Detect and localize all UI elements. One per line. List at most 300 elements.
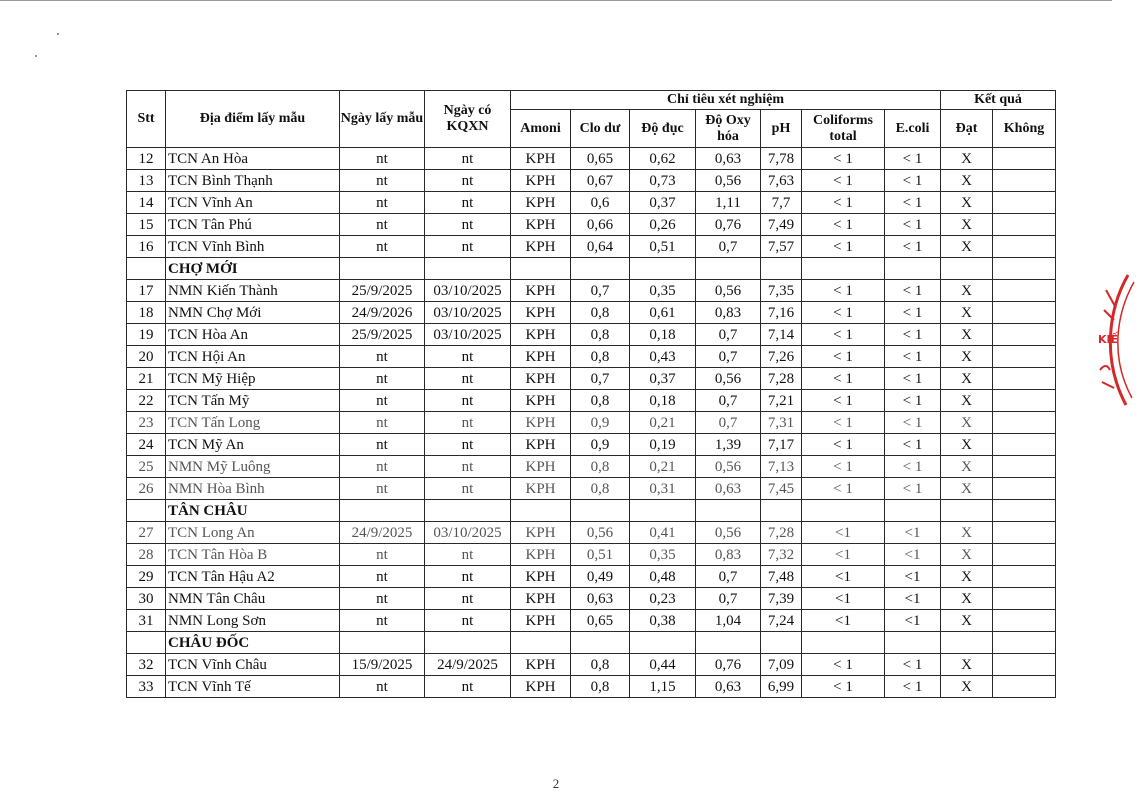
cell-stt: 30 bbox=[127, 588, 166, 610]
cell-result-date: nt bbox=[425, 214, 511, 236]
cell-stt: 29 bbox=[127, 566, 166, 588]
cell-ph: 7,78 bbox=[761, 148, 802, 170]
cell-amoni: KPH bbox=[511, 170, 571, 192]
cell-amoni: KPH bbox=[511, 324, 571, 346]
empty-cell bbox=[340, 258, 425, 280]
cell-fail bbox=[993, 434, 1056, 456]
cell-ecoli: < 1 bbox=[885, 434, 941, 456]
cell-fail bbox=[993, 522, 1056, 544]
cell-amoni: KPH bbox=[511, 588, 571, 610]
cell-amoni: KPH bbox=[511, 522, 571, 544]
group-label: CHỢ MỚI bbox=[166, 258, 340, 280]
scan-speck bbox=[35, 55, 37, 57]
cell-sample-date: nt bbox=[340, 192, 425, 214]
cell-clo: 0,65 bbox=[571, 148, 630, 170]
cell-coliforms: < 1 bbox=[802, 390, 885, 412]
cell-clo: 0,67 bbox=[571, 170, 630, 192]
cell-turbidity: 0,35 bbox=[630, 280, 696, 302]
cell-sample-date: nt bbox=[340, 544, 425, 566]
cell-stt: 21 bbox=[127, 368, 166, 390]
cell-clo: 0,49 bbox=[571, 566, 630, 588]
cell-fail bbox=[993, 302, 1056, 324]
cell-oxy: 0,83 bbox=[696, 302, 761, 324]
cell-fail bbox=[993, 236, 1056, 258]
cell-ph: 6,99 bbox=[761, 676, 802, 698]
col-fail: Không bbox=[993, 110, 1056, 148]
cell-sample-date: nt bbox=[340, 214, 425, 236]
cell-ph: 7,24 bbox=[761, 610, 802, 632]
cell-sample-date: nt bbox=[340, 434, 425, 456]
cell-stt: 19 bbox=[127, 324, 166, 346]
cell-ecoli: < 1 bbox=[885, 170, 941, 192]
cell-ph: 7,14 bbox=[761, 324, 802, 346]
group-stt-cell bbox=[127, 258, 166, 280]
table-row bbox=[127, 390, 1056, 412]
cell-turbidity: 0,21 bbox=[630, 456, 696, 478]
cell-sample-date: nt bbox=[340, 588, 425, 610]
cell-stt: 32 bbox=[127, 654, 166, 676]
cell-ecoli: < 1 bbox=[885, 654, 941, 676]
cell-result-date: 03/10/2025 bbox=[425, 324, 511, 346]
cell-pass: X bbox=[941, 478, 993, 500]
cell-pass: X bbox=[941, 368, 993, 390]
cell-stt: 26 bbox=[127, 478, 166, 500]
cell-location: TCN Mỹ Hiệp bbox=[166, 368, 340, 390]
cell-sample-date: 24/9/2025 bbox=[340, 522, 425, 544]
empty-cell bbox=[761, 500, 802, 522]
cell-sample-date: nt bbox=[340, 610, 425, 632]
cell-result-date: nt bbox=[425, 368, 511, 390]
cell-location: NMN Long Sơn bbox=[166, 610, 340, 632]
cell-sample-date: 15/9/2025 bbox=[340, 654, 425, 676]
cell-ecoli: <1 bbox=[885, 522, 941, 544]
cell-clo: 0,8 bbox=[571, 324, 630, 346]
cell-turbidity: 0,62 bbox=[630, 148, 696, 170]
empty-cell bbox=[696, 258, 761, 280]
cell-ecoli: < 1 bbox=[885, 236, 941, 258]
cell-coliforms: <1 bbox=[802, 544, 885, 566]
cell-turbidity: 0,18 bbox=[630, 324, 696, 346]
cell-clo: 0,51 bbox=[571, 544, 630, 566]
table-row bbox=[127, 544, 1056, 566]
cell-coliforms: < 1 bbox=[802, 192, 885, 214]
cell-location: TCN Mỹ An bbox=[166, 434, 340, 456]
cell-fail bbox=[993, 390, 1056, 412]
cell-sample-date: nt bbox=[340, 148, 425, 170]
cell-result-date: nt bbox=[425, 434, 511, 456]
group-row bbox=[127, 632, 1056, 654]
cell-result-date: nt bbox=[425, 412, 511, 434]
empty-cell bbox=[425, 500, 511, 522]
cell-turbidity: 0,31 bbox=[630, 478, 696, 500]
group-row bbox=[127, 258, 1056, 280]
cell-result-date: nt bbox=[425, 456, 511, 478]
cell-ph: 7,26 bbox=[761, 346, 802, 368]
empty-cell bbox=[630, 500, 696, 522]
cell-amoni: KPH bbox=[511, 148, 571, 170]
col-sample-date: Ngày lấy mẫu bbox=[340, 91, 425, 148]
cell-amoni: KPH bbox=[511, 236, 571, 258]
cell-ph: 7,32 bbox=[761, 544, 802, 566]
cell-coliforms: < 1 bbox=[802, 412, 885, 434]
cell-sample-date: nt bbox=[340, 170, 425, 192]
cell-oxy: 0,83 bbox=[696, 544, 761, 566]
cell-oxy: 0,63 bbox=[696, 676, 761, 698]
cell-location: TCN Tân Hậu A2 bbox=[166, 566, 340, 588]
cell-stt: 18 bbox=[127, 302, 166, 324]
cell-pass: X bbox=[941, 544, 993, 566]
cell-location: NMN Chợ Mới bbox=[166, 302, 340, 324]
empty-cell bbox=[571, 632, 630, 654]
empty-cell bbox=[425, 258, 511, 280]
cell-stt: 22 bbox=[127, 390, 166, 412]
cell-oxy: 0,7 bbox=[696, 390, 761, 412]
cell-sample-date: nt bbox=[340, 412, 425, 434]
cell-location: TCN Vĩnh An bbox=[166, 192, 340, 214]
cell-clo: 0,65 bbox=[571, 610, 630, 632]
empty-cell bbox=[993, 258, 1056, 280]
cell-pass: X bbox=[941, 280, 993, 302]
cell-coliforms: < 1 bbox=[802, 324, 885, 346]
cell-oxy: 0,56 bbox=[696, 170, 761, 192]
cell-stt: 28 bbox=[127, 544, 166, 566]
cell-sample-date: nt bbox=[340, 236, 425, 258]
cell-pass: X bbox=[941, 456, 993, 478]
cell-ph: 7,45 bbox=[761, 478, 802, 500]
cell-clo: 0,9 bbox=[571, 412, 630, 434]
table-row bbox=[127, 456, 1056, 478]
cell-oxy: 0,7 bbox=[696, 346, 761, 368]
cell-clo: 0,64 bbox=[571, 236, 630, 258]
col-group-result: Kết quả bbox=[941, 91, 1056, 110]
table-row bbox=[127, 280, 1056, 302]
cell-oxy: 0,7 bbox=[696, 412, 761, 434]
cell-location: NMN Mỹ Luông bbox=[166, 456, 340, 478]
col-group-indicators: Chỉ tiêu xét nghiệm bbox=[511, 91, 941, 110]
cell-amoni: KPH bbox=[511, 654, 571, 676]
table-row bbox=[127, 148, 1056, 170]
cell-coliforms: < 1 bbox=[802, 346, 885, 368]
cell-ph: 7,16 bbox=[761, 302, 802, 324]
empty-cell bbox=[696, 632, 761, 654]
group-stt-cell bbox=[127, 632, 166, 654]
col-location: Địa điểm lấy mẫu bbox=[166, 91, 340, 148]
cell-oxy: 0,56 bbox=[696, 456, 761, 478]
table-row bbox=[127, 676, 1056, 698]
cell-sample-date: nt bbox=[340, 390, 425, 412]
cell-ecoli: <1 bbox=[885, 588, 941, 610]
group-label: TÂN CHÂU bbox=[166, 500, 340, 522]
cell-oxy: 1,39 bbox=[696, 434, 761, 456]
col-clo: Clo dư bbox=[571, 110, 630, 148]
cell-coliforms: < 1 bbox=[802, 302, 885, 324]
cell-fail bbox=[993, 412, 1056, 434]
cell-amoni: KPH bbox=[511, 412, 571, 434]
cell-turbidity: 0,51 bbox=[630, 236, 696, 258]
cell-pass: X bbox=[941, 236, 993, 258]
cell-coliforms: < 1 bbox=[802, 654, 885, 676]
cell-ph: 7,21 bbox=[761, 390, 802, 412]
cell-stt: 14 bbox=[127, 192, 166, 214]
cell-ph: 7,48 bbox=[761, 566, 802, 588]
cell-pass: X bbox=[941, 170, 993, 192]
water-quality-table bbox=[126, 90, 1056, 698]
cell-fail bbox=[993, 346, 1056, 368]
cell-coliforms: < 1 bbox=[802, 170, 885, 192]
cell-ecoli: < 1 bbox=[885, 346, 941, 368]
cell-amoni: KPH bbox=[511, 280, 571, 302]
cell-ph: 7,17 bbox=[761, 434, 802, 456]
cell-location: TCN Long An bbox=[166, 522, 340, 544]
empty-cell bbox=[885, 632, 941, 654]
cell-clo: 0,8 bbox=[571, 654, 630, 676]
cell-oxy: 0,7 bbox=[696, 324, 761, 346]
cell-coliforms: <1 bbox=[802, 610, 885, 632]
cell-amoni: KPH bbox=[511, 368, 571, 390]
cell-stt: 23 bbox=[127, 412, 166, 434]
table-row bbox=[127, 478, 1056, 500]
cell-turbidity: 0,23 bbox=[630, 588, 696, 610]
cell-location: NMN Hòa Bình bbox=[166, 478, 340, 500]
cell-clo: 0,8 bbox=[571, 302, 630, 324]
cell-clo: 0,7 bbox=[571, 368, 630, 390]
cell-location: TCN Tân Hòa B bbox=[166, 544, 340, 566]
table-row bbox=[127, 566, 1056, 588]
cell-ph: 7,39 bbox=[761, 588, 802, 610]
cell-fail bbox=[993, 368, 1056, 390]
cell-fail bbox=[993, 610, 1056, 632]
cell-ph: 7,7 bbox=[761, 192, 802, 214]
cell-pass: X bbox=[941, 412, 993, 434]
empty-cell bbox=[941, 632, 993, 654]
cell-clo: 0,8 bbox=[571, 478, 630, 500]
cell-oxy: 0,56 bbox=[696, 368, 761, 390]
cell-location: NMN Tân Châu bbox=[166, 588, 340, 610]
empty-cell bbox=[761, 258, 802, 280]
cell-oxy: 1,11 bbox=[696, 192, 761, 214]
cell-oxy: 0,63 bbox=[696, 478, 761, 500]
top-edge-rule bbox=[0, 0, 1112, 1]
cell-ph: 7,57 bbox=[761, 236, 802, 258]
cell-turbidity: 0,43 bbox=[630, 346, 696, 368]
cell-ecoli: <1 bbox=[885, 566, 941, 588]
cell-result-date: nt bbox=[425, 192, 511, 214]
cell-ecoli: < 1 bbox=[885, 456, 941, 478]
empty-cell bbox=[941, 258, 993, 280]
cell-pass: X bbox=[941, 566, 993, 588]
cell-stt: 25 bbox=[127, 456, 166, 478]
cell-sample-date: nt bbox=[340, 478, 425, 500]
cell-pass: X bbox=[941, 434, 993, 456]
cell-oxy: 0,63 bbox=[696, 148, 761, 170]
col-amoni: Amoni bbox=[511, 110, 571, 148]
cell-turbidity: 0,41 bbox=[630, 522, 696, 544]
cell-clo: 0,8 bbox=[571, 346, 630, 368]
cell-clo: 0,8 bbox=[571, 676, 630, 698]
cell-location: TCN Vĩnh Châu bbox=[166, 654, 340, 676]
cell-ecoli: < 1 bbox=[885, 192, 941, 214]
cell-amoni: KPH bbox=[511, 434, 571, 456]
empty-cell bbox=[941, 500, 993, 522]
cell-stt: 31 bbox=[127, 610, 166, 632]
empty-cell bbox=[802, 500, 885, 522]
cell-stt: 12 bbox=[127, 148, 166, 170]
table-row bbox=[127, 610, 1056, 632]
cell-amoni: KPH bbox=[511, 390, 571, 412]
cell-coliforms: < 1 bbox=[802, 478, 885, 500]
cell-result-date: nt bbox=[425, 346, 511, 368]
group-label: CHÂU ĐỐC bbox=[166, 632, 340, 654]
cell-ecoli: < 1 bbox=[885, 390, 941, 412]
cell-oxy: 1,04 bbox=[696, 610, 761, 632]
cell-pass: X bbox=[941, 610, 993, 632]
cell-ecoli: < 1 bbox=[885, 478, 941, 500]
cell-clo: 0,8 bbox=[571, 456, 630, 478]
cell-oxy: 0,7 bbox=[696, 566, 761, 588]
cell-pass: X bbox=[941, 390, 993, 412]
cell-oxy: 0,76 bbox=[696, 654, 761, 676]
empty-cell bbox=[340, 500, 425, 522]
cell-result-date: nt bbox=[425, 566, 511, 588]
col-pass: Đạt bbox=[941, 110, 993, 148]
cell-fail bbox=[993, 324, 1056, 346]
cell-clo: 0,66 bbox=[571, 214, 630, 236]
cell-result-date: 03/10/2025 bbox=[425, 280, 511, 302]
cell-stt: 27 bbox=[127, 522, 166, 544]
table-row bbox=[127, 170, 1056, 192]
cell-ecoli: < 1 bbox=[885, 368, 941, 390]
cell-coliforms: < 1 bbox=[802, 368, 885, 390]
cell-fail bbox=[993, 170, 1056, 192]
cell-oxy: 0,56 bbox=[696, 522, 761, 544]
cell-coliforms: <1 bbox=[802, 522, 885, 544]
cell-fail bbox=[993, 588, 1056, 610]
empty-cell bbox=[425, 632, 511, 654]
table-row bbox=[127, 368, 1056, 390]
cell-stt: 17 bbox=[127, 280, 166, 302]
table-row bbox=[127, 434, 1056, 456]
empty-cell bbox=[630, 258, 696, 280]
cell-ph: 7,31 bbox=[761, 412, 802, 434]
cell-amoni: KPH bbox=[511, 214, 571, 236]
cell-result-date: nt bbox=[425, 676, 511, 698]
cell-location: TCN Hòa An bbox=[166, 324, 340, 346]
table-row bbox=[127, 346, 1056, 368]
cell-fail bbox=[993, 192, 1056, 214]
cell-fail bbox=[993, 676, 1056, 698]
cell-coliforms: <1 bbox=[802, 566, 885, 588]
cell-stt: 24 bbox=[127, 434, 166, 456]
cell-amoni: KPH bbox=[511, 566, 571, 588]
cell-turbidity: 0,26 bbox=[630, 214, 696, 236]
cell-coliforms: < 1 bbox=[802, 236, 885, 258]
cell-fail bbox=[993, 456, 1056, 478]
cell-pass: X bbox=[941, 654, 993, 676]
cell-location: NMN Kiến Thành bbox=[166, 280, 340, 302]
cell-location: TCN Hội An bbox=[166, 346, 340, 368]
cell-pass: X bbox=[941, 346, 993, 368]
cell-sample-date: nt bbox=[340, 566, 425, 588]
cell-turbidity: 0,73 bbox=[630, 170, 696, 192]
empty-cell bbox=[885, 258, 941, 280]
empty-cell bbox=[802, 632, 885, 654]
cell-ecoli: < 1 bbox=[885, 412, 941, 434]
empty-cell bbox=[993, 632, 1056, 654]
cell-amoni: KPH bbox=[511, 676, 571, 698]
cell-amoni: KPH bbox=[511, 192, 571, 214]
cell-result-date: 03/10/2025 bbox=[425, 522, 511, 544]
cell-result-date: nt bbox=[425, 170, 511, 192]
cell-pass: X bbox=[941, 214, 993, 236]
cell-turbidity: 0,19 bbox=[630, 434, 696, 456]
cell-sample-date: 24/9/2026 bbox=[340, 302, 425, 324]
empty-cell bbox=[571, 258, 630, 280]
cell-turbidity: 0,21 bbox=[630, 412, 696, 434]
cell-coliforms: < 1 bbox=[802, 148, 885, 170]
empty-cell bbox=[511, 500, 571, 522]
cell-turbidity: 0,44 bbox=[630, 654, 696, 676]
cell-turbidity: 0,35 bbox=[630, 544, 696, 566]
cell-amoni: KPH bbox=[511, 478, 571, 500]
cell-sample-date: nt bbox=[340, 346, 425, 368]
col-result-date: Ngày có KQXN bbox=[425, 91, 511, 148]
cell-fail bbox=[993, 478, 1056, 500]
empty-cell bbox=[761, 632, 802, 654]
cell-sample-date: 25/9/2025 bbox=[340, 324, 425, 346]
cell-ecoli: < 1 bbox=[885, 302, 941, 324]
cell-coliforms: < 1 bbox=[802, 676, 885, 698]
cell-location: TCN Tấn Mỹ bbox=[166, 390, 340, 412]
cell-result-date: 03/10/2025 bbox=[425, 302, 511, 324]
cell-amoni: KPH bbox=[511, 610, 571, 632]
table-row bbox=[127, 192, 1056, 214]
col-oxy: Độ Oxy hóa bbox=[696, 110, 761, 148]
empty-cell bbox=[511, 632, 571, 654]
cell-sample-date: 25/9/2025 bbox=[340, 280, 425, 302]
cell-location: TCN Tấn Long bbox=[166, 412, 340, 434]
cell-ph: 7,49 bbox=[761, 214, 802, 236]
empty-cell bbox=[511, 258, 571, 280]
cell-fail bbox=[993, 566, 1056, 588]
cell-ph: 7,63 bbox=[761, 170, 802, 192]
cell-turbidity: 1,15 bbox=[630, 676, 696, 698]
cell-pass: X bbox=[941, 148, 993, 170]
cell-sample-date: nt bbox=[340, 368, 425, 390]
cell-turbidity: 0,37 bbox=[630, 368, 696, 390]
empty-cell bbox=[885, 500, 941, 522]
cell-pass: X bbox=[941, 676, 993, 698]
group-stt-cell bbox=[127, 500, 166, 522]
cell-pass: X bbox=[941, 302, 993, 324]
cell-fail bbox=[993, 148, 1056, 170]
cell-turbidity: 0,61 bbox=[630, 302, 696, 324]
cell-turbidity: 0,48 bbox=[630, 566, 696, 588]
cell-amoni: KPH bbox=[511, 456, 571, 478]
cell-sample-date: nt bbox=[340, 456, 425, 478]
table-row bbox=[127, 654, 1056, 676]
cell-fail bbox=[993, 214, 1056, 236]
empty-cell bbox=[630, 632, 696, 654]
col-ph: pH bbox=[761, 110, 802, 148]
cell-result-date: nt bbox=[425, 478, 511, 500]
cell-result-date: nt bbox=[425, 390, 511, 412]
cell-stt: 15 bbox=[127, 214, 166, 236]
cell-coliforms: <1 bbox=[802, 588, 885, 610]
cell-clo: 0,8 bbox=[571, 390, 630, 412]
cell-oxy: 0,7 bbox=[696, 588, 761, 610]
cell-ph: 7,35 bbox=[761, 280, 802, 302]
cell-result-date: nt bbox=[425, 544, 511, 566]
